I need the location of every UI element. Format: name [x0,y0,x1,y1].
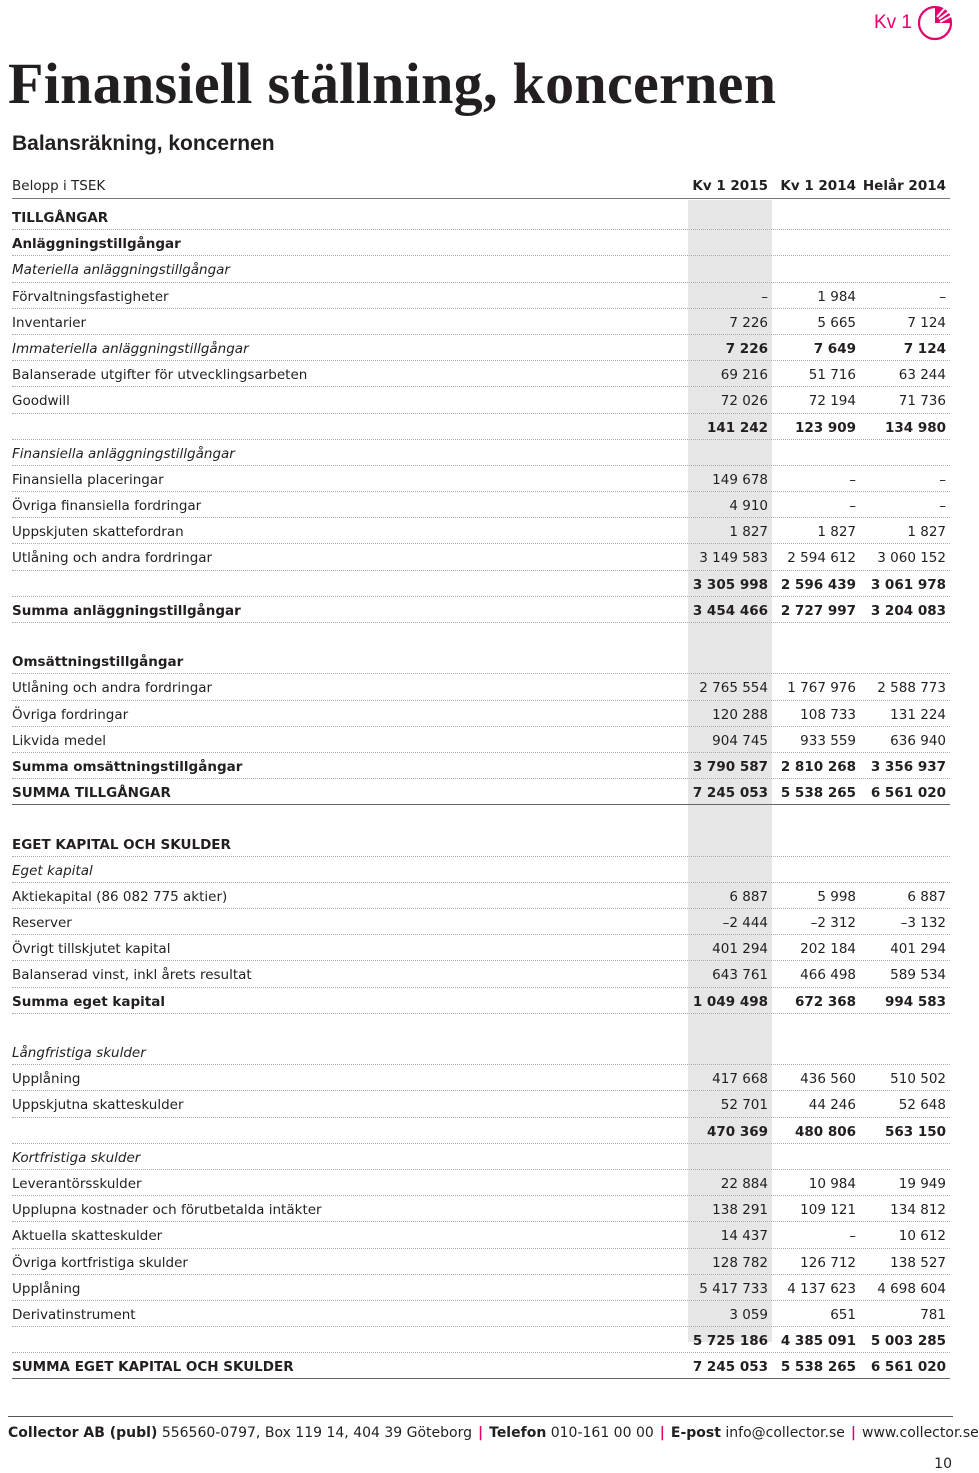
value-kv1-2015: 14 437 [720,1228,768,1245]
row-label: SUMMA TILLGÅNGAR [12,785,171,802]
row-label: Reserver [12,915,72,932]
value-helar-2014: 7 124 [907,314,946,331]
spacer-row [12,623,950,648]
value-kv1-2015: 149 678 [712,471,768,488]
table-row [12,597,950,623]
value-helar-2014: 6 887 [907,888,946,905]
footer-email-label: E-post [670,1425,721,1441]
value-kv1-2015: 3 059 [729,1306,768,1323]
header-col-kv1-2015: Kv 1 2015 [692,178,768,194]
table-row [12,230,950,256]
table-row [12,1039,950,1065]
value-kv1-2014: 1 767 976 [787,680,856,697]
value-helar-2014: –3 132 [900,915,946,932]
table-row [12,1327,950,1353]
value-kv1-2015: 4 910 [729,498,768,515]
value-kv1-2014: 72 194 [808,393,856,410]
row-label: Övriga fordringar [12,706,129,723]
row-label: Finansiella placeringar [12,471,164,488]
table-row [12,1118,950,1144]
value-helar-2014: 3 061 978 [870,576,946,593]
row-label: Utlåning och andra fordringar [12,680,213,697]
table-row [12,283,950,309]
value-kv1-2014: 466 498 [800,967,856,984]
footer-separator: | [478,1425,484,1441]
value-helar-2014: 2 588 773 [877,680,946,697]
value-helar-2014: 134 980 [884,419,946,436]
value-kv1-2014: 51 716 [808,367,856,384]
value-kv1-2014: 933 559 [800,732,856,749]
row-label: Utlåning och andra fordringar [12,550,213,567]
value-helar-2014: 7 124 [903,340,946,357]
table-row [12,961,950,987]
value-helar-2014: 994 583 [884,993,946,1010]
table-row [12,857,950,883]
row-label: Balanserad vinst, inkl årets resultat [12,967,252,984]
header-col-kv1-2014: Kv 1 2014 [780,178,856,194]
row-label: Aktiekapital (86 082 775 aktier) [12,888,228,905]
value-kv1-2015: 1 827 [729,524,768,541]
value-kv1-2014: 5 538 265 [780,785,856,802]
value-kv1-2015: 5 725 186 [692,1333,768,1350]
header-label: Belopp i TSEK [12,178,106,194]
row-label: Upplåning [12,1071,81,1088]
value-helar-2014: 3 204 083 [870,602,946,619]
table-row [12,256,950,282]
value-helar-2014: 10 612 [898,1228,946,1245]
value-helar-2014: 1 827 [907,524,946,541]
row-label: Leverantörsskulder [12,1175,142,1192]
value-helar-2014: 19 949 [898,1175,946,1192]
value-helar-2014: 134 812 [890,1202,946,1219]
quarter-badge [874,6,952,40]
value-kv1-2015: 7 226 [725,340,768,357]
footer-email[interactable]: info@collector.se [725,1425,845,1441]
value-kv1-2014: – [849,471,856,488]
row-label: Finansiella anläggningstillgångar [12,445,235,462]
value-helar-2014: 401 294 [890,941,946,958]
footer-separator: | [659,1425,665,1441]
row-label: Materiella anläggningstillgångar [12,262,230,279]
value-kv1-2014: 2 594 612 [787,550,856,567]
row-label: Immateriella anläggningstillgångar [12,340,249,357]
spacer-row [12,805,950,830]
value-helar-2014: 510 502 [890,1071,946,1088]
row-label: Goodwill [12,393,70,410]
value-kv1-2014: 5 665 [817,314,856,331]
value-kv1-2015: 470 369 [706,1123,768,1140]
row-label: Uppskjutna skatteskulder [12,1097,184,1114]
header-col-helar-2014: Helår 2014 [862,178,946,194]
value-kv1-2014: 202 184 [800,941,856,958]
table-row [12,935,950,961]
row-label: Kortfristiga skulder [12,1149,141,1166]
table-row [12,883,950,909]
table-row [12,1065,950,1091]
row-label: Derivatinstrument [12,1306,136,1323]
table-row [12,727,950,753]
footer-contact-line [8,1425,979,1441]
quarter-badge-label: Kv 1 [873,12,912,33]
value-kv1-2015: 128 782 [712,1254,768,1271]
table-row [12,335,950,361]
footer-phone-label: Telefon [489,1425,547,1441]
value-helar-2014: 3 356 937 [870,758,946,775]
table-row [12,753,950,779]
value-helar-2014: 563 150 [884,1123,946,1140]
row-label: Likvida medel [12,732,107,749]
table-row [12,701,950,727]
row-label: Summa anläggningstillgångar [12,602,241,619]
row-label: TILLGÅNGAR [12,210,109,226]
table-row [12,1144,950,1170]
value-kv1-2014: –2 312 [810,915,856,932]
value-kv1-2015: 138 291 [712,1202,768,1219]
value-kv1-2014: 2 810 268 [780,758,856,775]
value-kv1-2014: 651 [830,1306,856,1323]
page-title: Finansiell ställning, koncernen [8,51,777,116]
table-row [12,1196,950,1222]
table-row [12,466,950,492]
table-row [12,674,950,700]
value-kv1-2014: 5 538 265 [780,1359,856,1376]
table-row [12,518,950,544]
value-kv1-2014: 2 727 997 [780,602,856,619]
value-helar-2014: 71 736 [898,393,946,410]
value-kv1-2014: 436 560 [800,1071,856,1088]
table-row [12,544,950,570]
row-label: EGET KAPITAL OCH SKULDER [12,836,231,853]
value-kv1-2015: 7 245 053 [692,785,768,802]
value-kv1-2015: 643 761 [712,967,768,984]
table-row [12,361,950,387]
table-row [12,204,950,230]
table-row [12,309,950,335]
row-label: Anläggningstillgångar [12,236,181,253]
value-kv1-2015: 3 790 587 [692,758,768,775]
value-kv1-2014: 4 385 091 [780,1333,856,1350]
value-kv1-2015: 3 305 998 [692,576,768,593]
table-row [12,648,950,674]
table-row [12,440,950,466]
value-helar-2014: 3 060 152 [877,550,946,567]
value-helar-2014: – [939,471,946,488]
footer-address: 556560-0797, Box 119 14, 404 39 Göteborg [161,1425,472,1441]
value-helar-2014: 589 534 [890,967,946,984]
value-kv1-2015: 69 216 [720,367,768,384]
footer-phone: 010-161 00 00 [550,1425,654,1441]
page-number: 10 [934,1456,952,1472]
table-row [12,492,950,518]
value-helar-2014: 63 244 [898,367,946,384]
value-kv1-2014: 126 712 [800,1254,856,1271]
row-label: Balanserade utgifter för utvecklingsarbeten [12,367,308,384]
value-kv1-2015: 3 149 583 [699,550,768,567]
table-row [12,909,950,935]
value-kv1-2015: 417 668 [712,1071,768,1088]
value-kv1-2015: – [761,288,768,305]
pie-logo-icon [918,6,952,40]
value-kv1-2014: 7 649 [813,340,856,357]
value-helar-2014: 138 527 [890,1254,946,1271]
table-row [12,1249,950,1275]
value-kv1-2014: 10 984 [808,1175,856,1192]
value-kv1-2015: 6 887 [729,888,768,905]
table-row [12,387,950,413]
value-kv1-2015: 72 026 [720,393,768,410]
value-kv1-2014: 5 998 [817,888,856,905]
value-kv1-2015: 1 049 498 [692,993,768,1010]
table-row [12,1222,950,1248]
value-kv1-2014: 4 137 623 [787,1280,856,1297]
row-label: Aktuella skatteskulder [12,1228,163,1245]
row-label: Upplupna kostnader och förutbetalda intäkter [12,1202,322,1219]
row-label: Summa eget kapital [12,993,165,1010]
value-kv1-2014: 2 596 439 [780,576,856,593]
value-kv1-2015: 7 245 053 [692,1359,768,1376]
value-kv1-2014: 123 909 [794,419,856,436]
row-label: Långfristiga skulder [12,1045,146,1061]
row-label: Omsättningstillgångar [12,654,184,671]
value-helar-2014: – [939,288,946,305]
value-kv1-2015: 52 701 [720,1097,768,1114]
value-kv1-2014: – [849,498,856,515]
value-kv1-2015: 2 765 554 [699,680,768,697]
value-helar-2014: 6 561 020 [870,1359,946,1376]
value-kv1-2015: 7 226 [729,314,768,331]
row-label: Övriga kortfristiga skulder [12,1254,188,1271]
footer-company: Collector AB (publ) [8,1425,158,1441]
row-label: Inventarier [12,314,87,331]
table-row [12,779,950,805]
value-helar-2014: 6 561 020 [870,785,946,802]
balance-sheet-table [12,204,950,1379]
value-helar-2014: – [939,498,946,515]
value-helar-2014: 131 224 [890,706,946,723]
row-label: Eget kapital [12,862,93,879]
row-label: Övrigt tillskjutet kapital [12,941,171,958]
value-kv1-2015: 904 745 [712,732,768,749]
row-label: Övriga finansiella fordringar [12,498,202,515]
row-label: Upplåning [12,1280,81,1297]
value-helar-2014: 781 [920,1306,946,1323]
value-helar-2014: 4 698 604 [877,1280,946,1297]
table-row [12,1353,950,1379]
table-row [12,571,950,597]
table-row [12,1301,950,1327]
value-kv1-2015: 401 294 [712,941,768,958]
footer-website[interactable]: www.collector.se [862,1425,979,1441]
value-kv1-2015: 5 417 733 [699,1280,768,1297]
value-helar-2014: 636 940 [890,732,946,749]
table-row [12,831,950,857]
table-row [12,988,950,1014]
value-kv1-2014: 1 984 [817,288,856,305]
table-row [12,1275,950,1301]
row-label: Summa omsättningstillgångar [12,758,243,775]
value-kv1-2015: 22 884 [720,1175,768,1192]
row-label: SUMMA EGET KAPITAL OCH SKULDER [12,1359,294,1376]
spacer-row [12,1014,950,1039]
table-row [12,1091,950,1117]
value-kv1-2014: 1 827 [817,524,856,541]
row-label: Uppskjuten skattefordran [12,524,184,541]
value-kv1-2015: 141 242 [706,419,768,436]
value-kv1-2014: 480 806 [794,1123,856,1140]
value-kv1-2014: 109 121 [800,1202,856,1219]
value-kv1-2015: 3 454 466 [692,602,768,619]
value-kv1-2015: 120 288 [712,706,768,723]
section-subtitle: Balansräkning, koncernen [12,132,275,155]
value-kv1-2015: –2 444 [722,915,768,932]
value-helar-2014: 52 648 [898,1097,946,1114]
value-kv1-2014: – [849,1228,856,1245]
value-helar-2014: 5 003 285 [870,1333,946,1350]
value-kv1-2014: 672 368 [794,993,856,1010]
table-header [12,174,950,199]
value-kv1-2014: 44 246 [808,1097,856,1114]
value-kv1-2014: 108 733 [800,706,856,723]
page-footer [8,1416,979,1441]
table-row [12,1170,950,1196]
row-label: Förvaltningsfastigheter [12,288,169,305]
table-row [12,414,950,440]
footer-separator: | [850,1425,857,1441]
